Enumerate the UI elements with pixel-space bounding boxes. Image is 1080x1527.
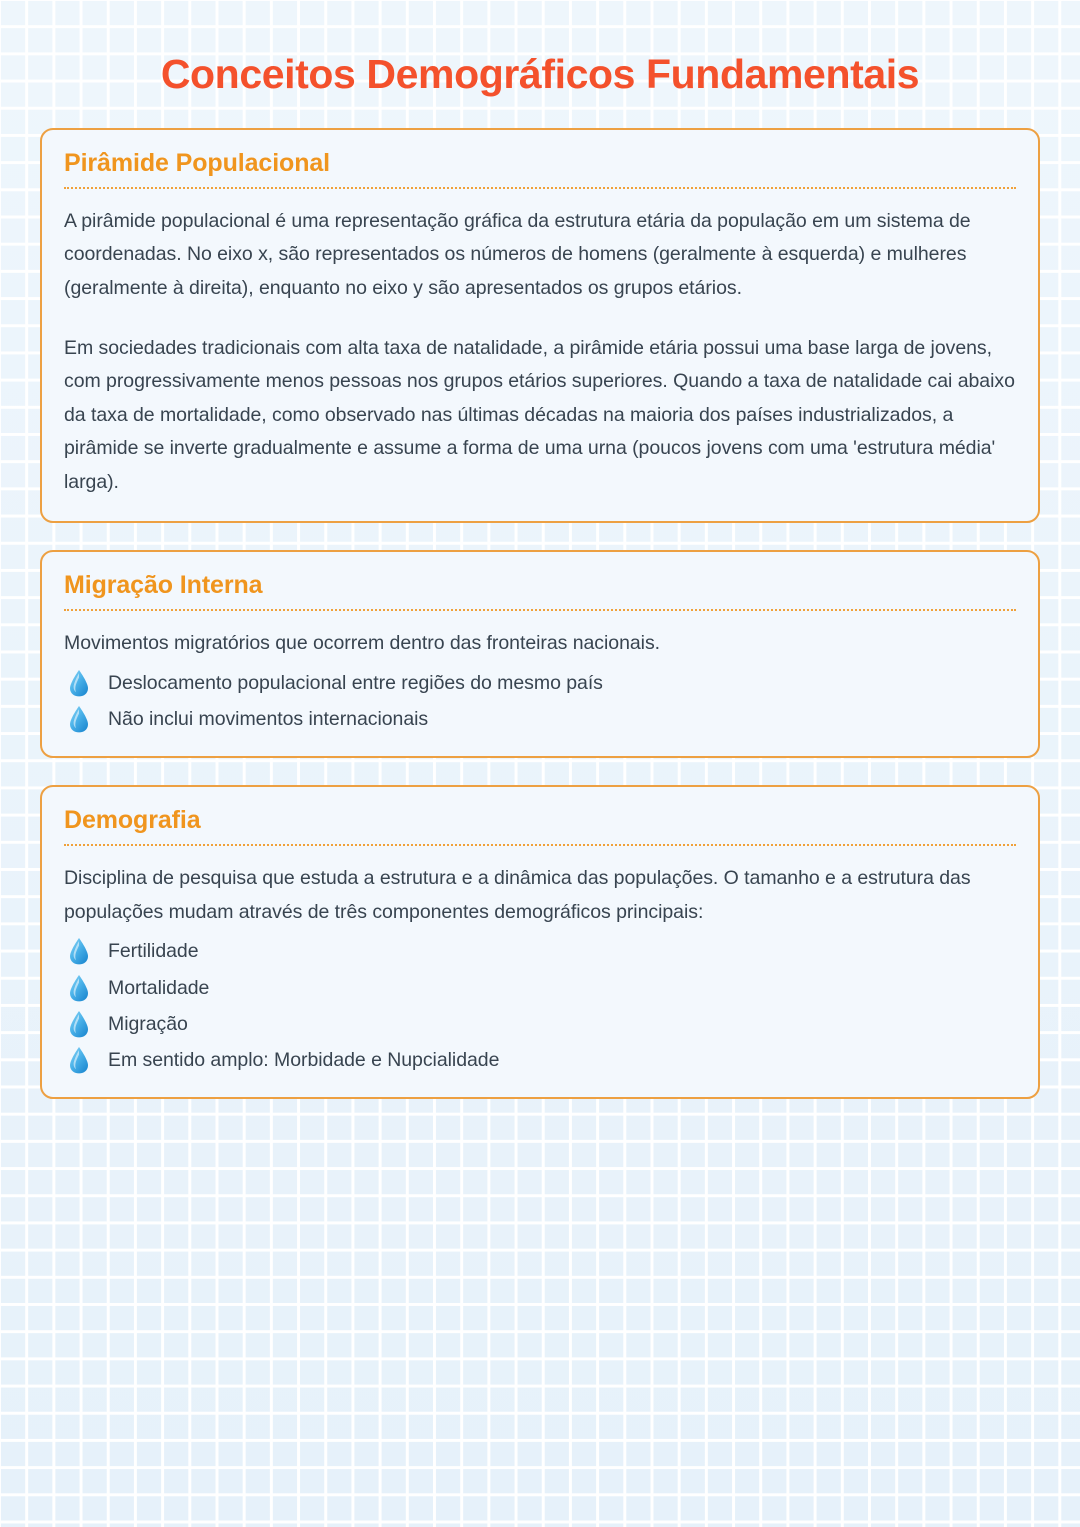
card-heading: Migração Interna [64,571,263,600]
water-drop-icon [68,669,90,697]
concept-card-demografia [40,785,1040,1099]
page-title: Conceitos Demográficos Fundamentais [160,51,920,97]
list-item-label: Não inclui movimentos internacionais [108,707,429,730]
list-item-label: Em sentido amplo: Morbidade e Nupcialidade [108,1049,500,1071]
concept-card-piramide-populacional [40,128,1040,523]
heading-divider [64,609,1016,611]
concept-card-migracao-interna [40,550,1040,758]
bullet-list [64,669,1016,735]
water-drop-icon [68,1010,90,1038]
water-drop-icon [68,705,90,733]
list-item [64,937,1016,966]
heading-divider [64,187,1016,189]
list-item [64,669,1016,698]
card-paragraph: Disciplina de pesquisa que estuda a estrutura e a dinâmica das populações. O tamanho e a estrutura das populações mudam através de três componentes demográficos principais: [64,867,971,923]
water-drop-icon [68,974,90,1002]
water-drop-icon [68,1046,90,1074]
heading-divider [64,844,1016,846]
card-paragraph: Em sociedades tradicionais com alta taxa de natalidade, a pirâmide etária possui uma base larga de jovens, com progressivamente menos pessoas nos grupos etários superiores. Quando a taxa de natalidade cai abaixo da taxa de mortalidade, como observado nas últimas décadas na maioria dos países industrializados, a pirâmide se inverte gradualmente e assume a forma de uma urna (poucos jovens com uma 'estrutura média' larga). [64,336,1015,493]
list-item [64,1010,1016,1039]
list-item-label: Migração [108,1012,188,1035]
bullet-list [64,937,1016,1075]
list-item-label: Mortalidade [108,976,210,999]
list-item-label: Deslocamento populacional entre regiões do mesmo país [108,671,603,694]
water-drop-icon [68,937,90,965]
list-item [64,974,1016,1003]
card-list [0,128,1080,1099]
card-paragraph: Movimentos migratórios que ocorrem dentro das fronteiras nacionais. [64,632,661,655]
list-item-label: Fertilidade [108,940,199,963]
card-paragraph: A pirâmide populacional é uma representação gráfica da estrutura etária da população em um sistema de coordenadas. No eixo x, são representados os números de homens (geralmente à esquerda) e mulheres (geralmente à direita), enquanto no eixo y são apresentados os grupos etários. [64,209,971,299]
card-heading: Demografia [64,806,201,835]
card-heading: Pirâmide Populacional [64,148,331,177]
list-item [64,705,1016,734]
list-item [64,1046,1016,1075]
